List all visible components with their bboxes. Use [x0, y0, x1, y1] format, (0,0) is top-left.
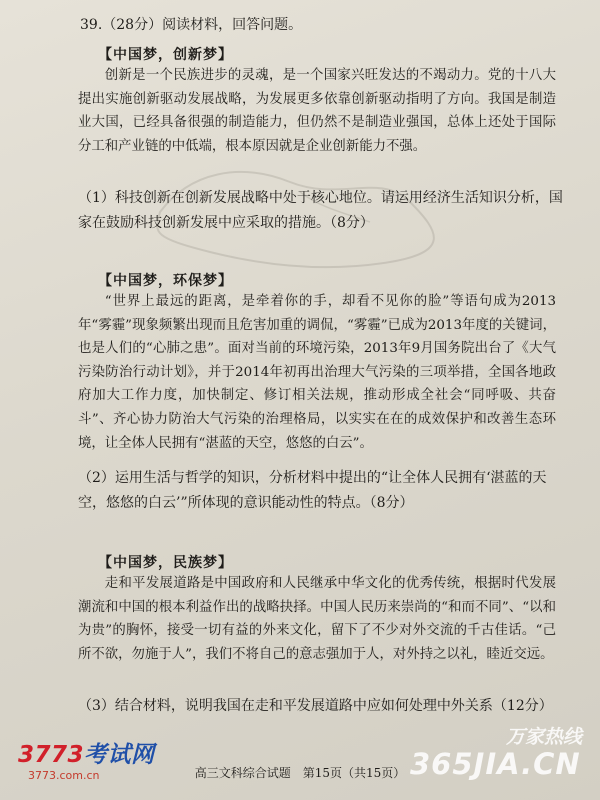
watermark-3773-logo: 3773考试网 — [18, 742, 155, 768]
question-1: （1）科技创新在创新发展战略中处于核心地位。请运用经济生活知识分析，国家在鼓励科技创新发展中应采取的措施。（8分） — [78, 190, 563, 231]
watermark-365jia-site: 365JIA.CN — [410, 747, 581, 781]
section-title-innovation: 【中国梦，创新梦】 — [98, 47, 233, 63]
question-3: （3）结合材料，说明我国在走和平发展道路中应如何处理中外关系（12分） — [78, 698, 553, 714]
watermark-365jia — [410, 722, 582, 781]
question-2: （2）运用生活与哲学的知识，分析材料中提出的“让全体人民拥有‘湛蓝的天空，悠悠的白云’”所体现的意识能动性的特点。（8分） — [78, 470, 547, 511]
watermark-3773 — [18, 736, 155, 782]
page-footer: 高三文科综合试题 第15页（共15页） — [194, 766, 406, 780]
section-title-environment: 【中国梦，环保梦】 — [98, 273, 233, 289]
material-nation: 走和平发展道路是中国政府和人民继承中华文化的优秀传统，根据时代发展潮流和中国的根本利益作出的战略抉择。中国人民历来崇尚的“和而不同”、“以和为贵”的胸怀，接受一切有益的外来文化，留下了不少对外交流的千古佳话。“己所不欲，勿施于人”，我们不将自己的意志强加于人，对外持之以礼，睦近交远。 — [78, 576, 556, 662]
section-title-nation: 【中国梦，民族梦】 — [98, 555, 233, 571]
material-environment: “世界上最远的距离，是牵着你的手，却看不见你的脸”等语句成为2013年“雾霾”现象频繁出现而且危害加重的调侃，“雾霾”已成为2013年度的关键词，也是人们的“心肺之患”。面对当前的环境污染，2013年9月国务院出台了《大气污染防治行动计划》，并于2014年初再出治理大气污染的三项举措，全国各地政府加大工作力度，加快制定、修订相关法规，推动形成全社会“同呼吸、共奋斗”、齐心协力防治大气污染的治理格局，以实实在在的成效保护和改善生态环境，让全体人民拥有“湛蓝的天空，悠悠的白云”。 — [78, 294, 556, 451]
material-innovation: 创新是一个民族进步的灵魂，是一个国家兴旺发达的不竭动力。党的十八大提出实施创新驱动发展战略，为发展更多依靠创新驱动指明了方向。我国是制造业大国，已经具备很强的制造能力，但仍然不是制造业强国，总体上还处于国际分工和产业链的中低端，根本原因就是企业创新能力不强。 — [78, 68, 556, 154]
watermark-365jia-brand: 万家热线 — [506, 726, 583, 748]
question-header: 39.（28分）阅读材料，回答问题。 — [80, 17, 303, 33]
watermark-3773-url: 3773.com.cn — [28, 769, 100, 782]
